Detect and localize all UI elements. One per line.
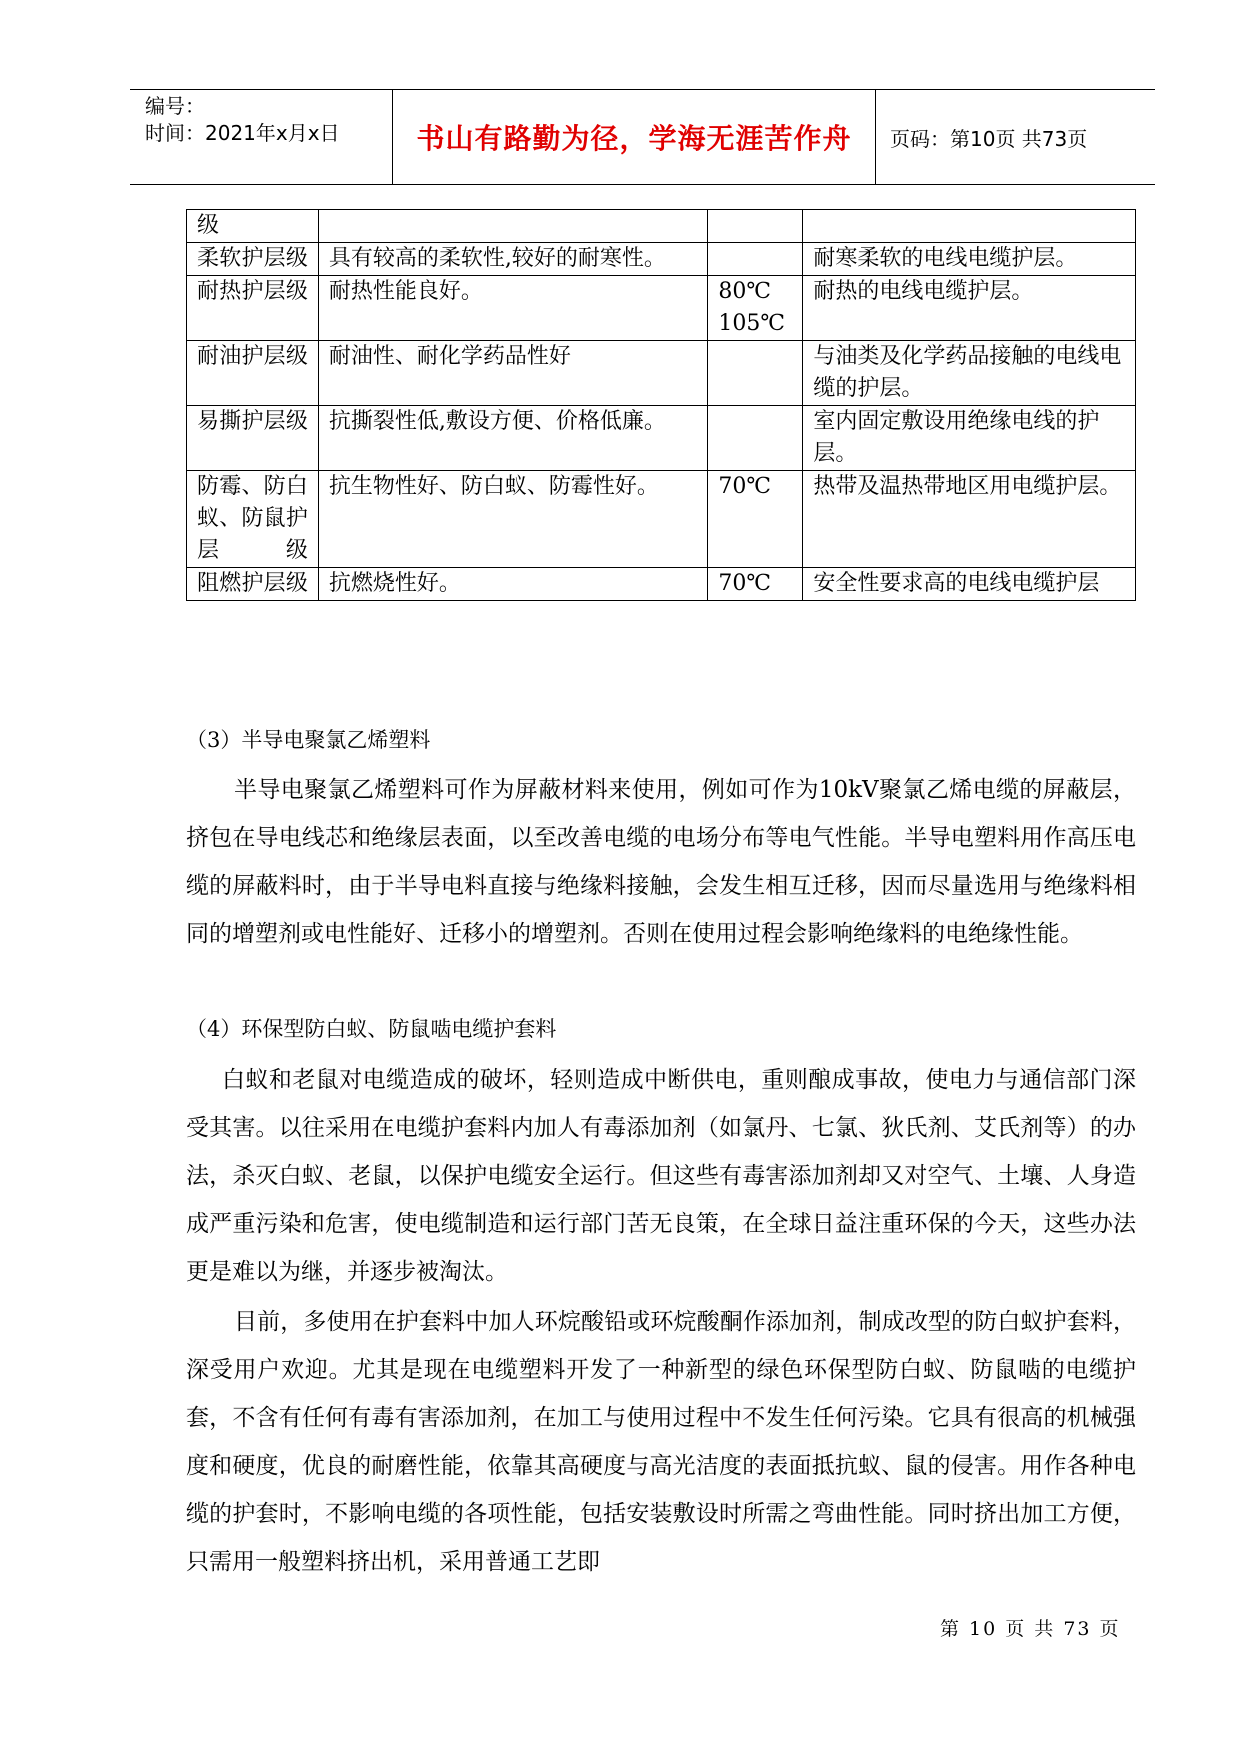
- table-cell-grade: 耐油护层级: [187, 341, 319, 406]
- table-cell-usage: 与油类及化学药品接触的电线电缆的护层。: [803, 341, 1136, 406]
- document-time-label: 时间：2021年x月x日: [145, 121, 340, 145]
- table-cell-property: 耐热性能良好。: [318, 276, 708, 341]
- table-row: [187, 341, 1136, 406]
- header-motto: 书山有路勤为径，学海无涯苦作舟: [416, 122, 852, 155]
- table-cell-grade: 耐热护层级: [187, 276, 319, 341]
- section-heading-3: （3）半导电聚氯乙烯塑料: [186, 728, 431, 752]
- table-cell-temperature: 70℃: [708, 568, 803, 601]
- table-cell-usage: 耐热的电线电缆护层。: [803, 276, 1136, 341]
- sheath-grade-table: [186, 209, 1136, 601]
- paragraph-termite-rodent: 白蚁和老鼠对电缆造成的破坏，轻则造成中断供电，重则酿成事故，使电力与通信部门深受其害。以往采用在电缆护套料内加人有毒添加剂（如氯丹、七氯、狄氏剂、艾氏剂等）的办法，杀灭白蚁、老鼠，以保护电缆安全运行。但这些有毒害添加剂却又对空气、土壤、人身造成严重污染和危害，使电缆制造和运行部门苦无良策，在全球日益注重环保的今天，这些办法更是难以为继，并逐步被淘汰。: [186, 1067, 1136, 1285]
- page-header: [130, 89, 1155, 185]
- table-row: [187, 568, 1136, 601]
- table-cell-temperature: [708, 341, 803, 406]
- table-cell-grade: 柔软护层级: [187, 243, 319, 276]
- table-cell-temperature: 80℃ 105℃: [708, 276, 803, 341]
- table-cell-temperature: 70℃: [708, 471, 803, 568]
- table-cell-temperature: [708, 243, 803, 276]
- table-cell-temperature: [708, 406, 803, 471]
- table-cell-property: 具有较高的柔软性,较好的耐寒性。: [318, 243, 708, 276]
- table-cell-grade: 防霉、防白蚁、防鼠护层级: [187, 471, 319, 568]
- document-number-label: 编号：: [145, 94, 205, 118]
- table-cell-usage: 室内固定敷设用绝缘电线的护层。: [803, 406, 1136, 471]
- table-cell-grade: 级: [187, 210, 319, 243]
- table-row: [187, 243, 1136, 276]
- table-cell-property: 抗燃烧性好。: [318, 568, 708, 601]
- paragraph-current-practice: 目前，多使用在护套料中加人环烷酸铅或环烷酸酮作添加剂，制成改型的防白蚁护套料，深受用户欢迎。尤其是现在电缆塑料开发了一种新型的绿色环保型防白蚁、防鼠啮的电缆护套，不含有任何有毒有害添加剂，在加工与使用过程中不发生任何污染。它具有很高的机械强度和硬度，优良的耐磨性能，依靠其高硬度与高光洁度的表面抵抗蚁、鼠的侵害。用作各种电缆的护套时，不影响电缆的各项性能，包括安装敷设时所需之弯曲性能。同时挤出加工方便，只需用一般塑料挤出机，采用普通工艺即: [186, 1309, 1136, 1575]
- table-cell-grade: 易撕护层级: [187, 406, 319, 471]
- paragraph-semiconductive: 半导电聚氯乙烯塑料可作为屏蔽材料来使用，例如可作为10kV聚氯乙烯电缆的屏蔽层，挤包在导电线芯和绝缘层表面，以至改善电缆的电场分布等电气性能。半导电塑料用作高压电缆的屏蔽料时，由于半导电料直接与绝缘料接触，会发生相互迁移，因而尽量选用与绝缘料相同的增塑剂或电性能好、迁移小的增塑剂。否则在使用过程会影响绝缘料的电绝缘性能。: [186, 777, 1136, 947]
- table-cell-property: [318, 210, 708, 243]
- table-cell-usage: 安全性要求高的电线电缆护层: [803, 568, 1136, 601]
- table-cell-grade: 阻燃护层级: [187, 568, 319, 601]
- table-row: [187, 406, 1136, 471]
- table-cell-property: 耐油性、耐化学药品性好: [318, 341, 708, 406]
- table-row: [187, 276, 1136, 341]
- table-cell-temperature: [708, 210, 803, 243]
- table-cell-property: 抗生物性好、防白蚁、防霉性好。: [318, 471, 708, 568]
- table-cell-usage: 耐寒柔软的电线电缆护层。: [803, 243, 1136, 276]
- header-divider: [875, 90, 876, 184]
- table-row: [187, 471, 1136, 568]
- section-heading-4: （4）环保型防白蚁、防鼠啮电缆护套料: [186, 1017, 557, 1041]
- table-row: [187, 210, 1136, 243]
- header-meta: [145, 90, 390, 184]
- header-page-number: 页码：第10页 共73页: [890, 126, 1088, 151]
- footer-page-number: 第 10 页 共 73 页: [940, 1618, 1121, 1640]
- table-cell-usage: [803, 210, 1136, 243]
- table-cell-usage: 热带及温热带地区用电缆护层。: [803, 471, 1136, 568]
- table-cell-property: 抗撕裂性低,敷设方便、价格低廉。: [318, 406, 708, 471]
